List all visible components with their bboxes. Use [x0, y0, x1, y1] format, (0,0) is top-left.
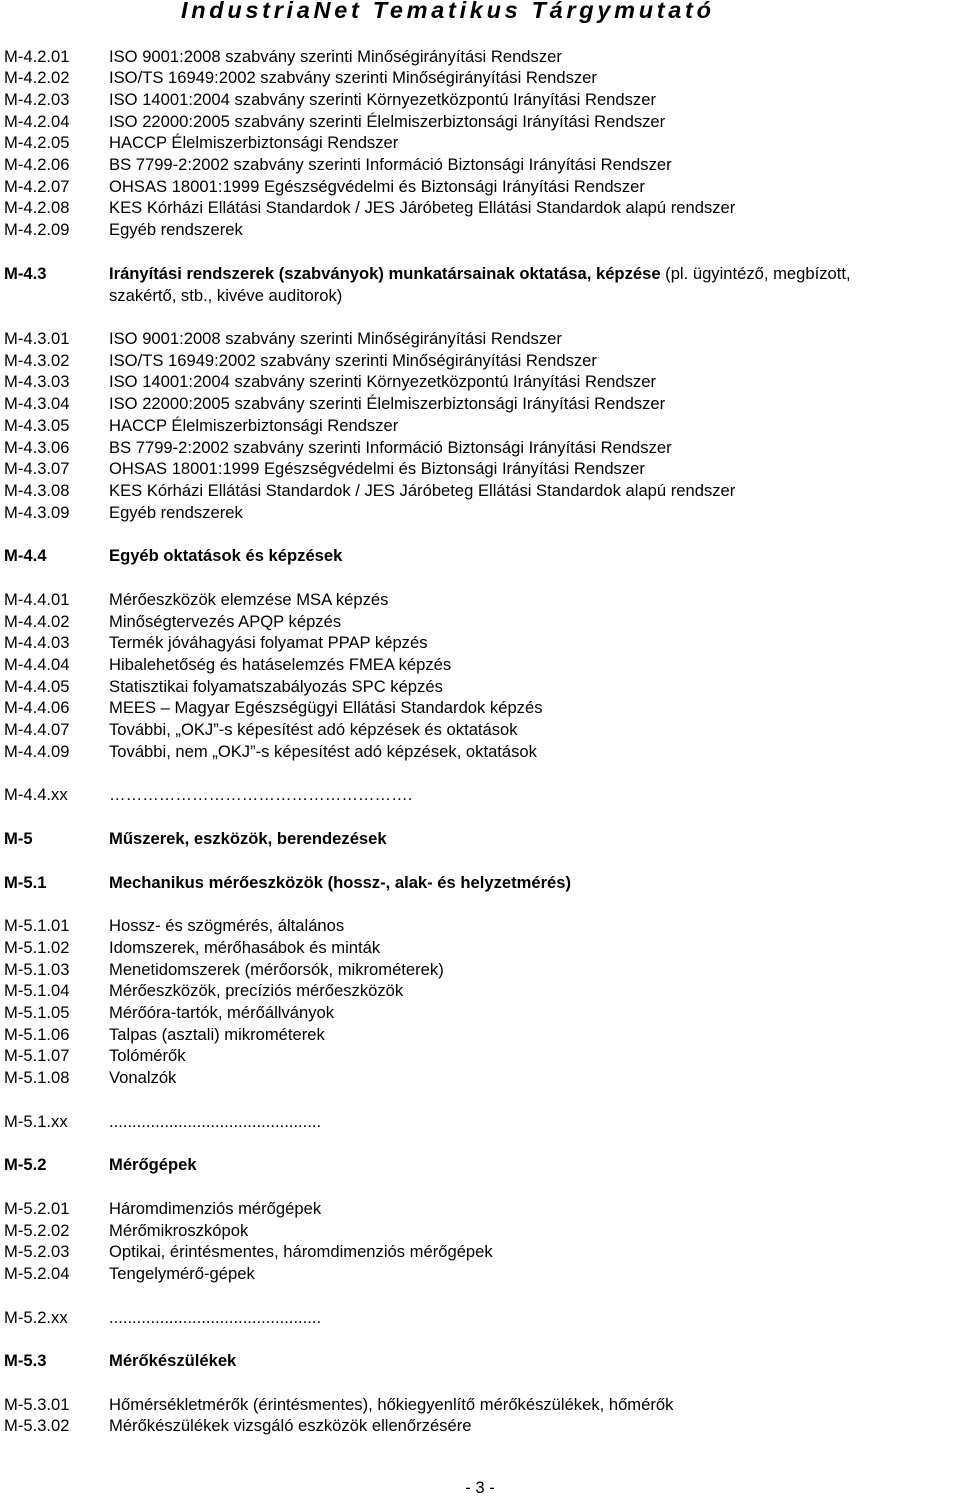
entry-text: ISO/TS 16949:2002 szabvány szerinti Minőségirányítási Rendszer — [109, 350, 597, 370]
entry-description — [109, 937, 380, 959]
entry-text: Egyéb rendszerek — [109, 220, 243, 240]
entry-code: M-4.3.08 — [4, 480, 70, 500]
entry-text: BS 7799-2:2002 szabvány szerinti Információ Biztonsági Irányítási Rendszer — [109, 155, 672, 174]
entry-code: M-4.4.07 — [4, 720, 70, 739]
entry-description — [109, 154, 672, 176]
entry-description — [109, 176, 645, 198]
entry-description — [109, 632, 428, 654]
entry-text: BS 7799-2:2002 szabvány szerinti Információ Biztonsági Irányítási Rendszer — [109, 437, 672, 457]
entry-text: Vonalzók — [109, 1068, 177, 1087]
entry-code: M-5.1.05 — [4, 1002, 70, 1022]
entry-description — [109, 458, 645, 480]
entry-text: OHSAS 18001:1999 Egészségvédelmi és Biztonsági Irányítási Rendszer — [109, 176, 645, 196]
entry-text: Irányítási rendszerek (szabványok) munkatársainak oktatása, képzése — [109, 263, 661, 283]
entry-code: M-5.1 — [4, 872, 47, 892]
entry-code: M-5.3 — [4, 1351, 47, 1371]
entry-description — [109, 784, 412, 806]
entry-text: ISO 14001:2004 szabvány szerinti Környezetközpontú Irányítási Rendszer — [109, 89, 656, 109]
entry-description — [109, 415, 398, 437]
entry-description — [109, 828, 387, 850]
entry-code: M-5.1.08 — [4, 1068, 70, 1087]
entry-text: Műszerek, eszközök, berendezések — [109, 828, 387, 848]
entry-code: M-4.2.02 — [4, 68, 70, 88]
entry-code: M-4.4.xx — [4, 785, 68, 805]
entry-description — [109, 437, 672, 459]
entry-text-note: (pl. ügyintéző, megbízott, — [660, 263, 851, 283]
entry-code: M-4.3.02 — [4, 350, 70, 370]
entry-text: HACCP Élelmiszerbiztonsági Rendszer — [109, 415, 399, 435]
entry-code: M-5.2.02 — [4, 1220, 70, 1240]
entry-code: M-5.1.07 — [4, 1046, 70, 1066]
entry-text: Mérőeszközök elemzése MSA képzés — [109, 589, 389, 609]
entry-description — [109, 589, 388, 611]
entry-code: M-4.4.04 — [4, 654, 70, 674]
entry-code: M-4.3.01 — [4, 329, 70, 348]
entry-text: .............................................. — [109, 1111, 322, 1131]
entry-description — [109, 741, 537, 763]
entry-text-continued: szakértő, stb., kivéve auditorok) — [109, 285, 343, 305]
entry-code: M-5.1.01 — [4, 916, 70, 936]
entry-code: M-5.1.03 — [4, 959, 70, 979]
entry-description — [109, 219, 243, 241]
entry-description — [109, 1002, 334, 1024]
entry-code: M-4.4.03 — [4, 633, 70, 653]
entry-code: M-4.3 — [4, 263, 47, 283]
entry-code: M-4.4.09 — [4, 741, 70, 761]
entry-text: Mérőkészülékek vizsgáló eszközök ellenőrzésére — [109, 1416, 472, 1436]
entry-code: M-5.2.xx — [4, 1307, 68, 1327]
entry-text: Tengelymérő-gépek — [109, 1263, 255, 1283]
entry-text: ISO 22000:2005 szabvány szerinti Élelmiszerbiztonsági Irányítási Rendszer — [109, 111, 666, 131]
entry-text: Termék jóváhagyási folyamat PPAP képzés — [109, 633, 428, 653]
entry-description — [109, 1415, 471, 1437]
entry-code: M-5.2.04 — [4, 1263, 70, 1283]
entry-description — [109, 654, 451, 676]
entry-code: M-4.2.03 — [4, 89, 70, 109]
page-number: - 3 - — [465, 1478, 495, 1497]
entry-code: M-5.1.02 — [4, 937, 70, 957]
entry-description — [109, 915, 344, 937]
entry-description — [109, 1198, 321, 1220]
entry-description — [109, 263, 851, 307]
entry-code: M-4.3.09 — [4, 502, 70, 522]
entry-description — [109, 328, 562, 350]
entry-code: M-4.2.08 — [4, 198, 70, 218]
entry-description — [109, 959, 444, 981]
entry-text: Egyéb rendszerek — [109, 502, 243, 522]
entry-description — [109, 46, 562, 68]
entry-code: M-4.3.03 — [4, 372, 70, 392]
entry-description — [109, 545, 342, 567]
entry-code: M-5.3.01 — [4, 1394, 70, 1414]
entry-text: Mérőeszközök, precíziós mérőeszközök — [109, 981, 404, 1001]
entry-code: M-4.2.05 — [4, 133, 70, 153]
entry-description — [109, 1111, 321, 1133]
entry-text: OHSAS 18001:1999 Egészségvédelmi és Biztonsági Irányítási Rendszer — [109, 459, 645, 479]
entry-text: Háromdimenziós mérőgépek — [109, 1198, 322, 1218]
entry-text: Hibalehetőség és hatáselemzés FMEA képzés — [109, 654, 452, 674]
entry-code: M-5.1.04 — [4, 981, 70, 1001]
entry-code: M-4.4.05 — [4, 676, 70, 696]
entry-code: M-4.2.06 — [4, 155, 70, 174]
entry-code: M-4.4.01 — [4, 589, 70, 609]
entry-description — [109, 350, 597, 372]
entry-text: Mérőmikroszkópok — [109, 1220, 249, 1240]
entry-text: Hőmérsékletmérők (érintésmentes), hőkiegyenlítő mérőkészülékek, hőmérők — [109, 1394, 674, 1414]
entry-code: M-4.2.04 — [4, 111, 70, 131]
entry-description — [109, 67, 597, 89]
entry-code: M-5.1.06 — [4, 1024, 70, 1044]
entry-text: ISO 9001:2008 szabvány szerinti Minőségirányítási Rendszer — [109, 329, 562, 348]
entry-text: Idomszerek, mérőhasábok és minták — [109, 937, 381, 957]
entry-text: Minőségtervezés APQP képzés — [109, 611, 342, 631]
entry-text: MEES – Magyar Egészségügyi Ellátási Standardok képzés — [109, 698, 543, 718]
entry-code: M-4.4.02 — [4, 611, 70, 631]
entry-description — [109, 393, 665, 415]
entry-description — [109, 371, 656, 393]
entry-description — [109, 502, 243, 524]
entry-text: Talpas (asztali) mikrométerek — [109, 1024, 325, 1044]
entry-description — [109, 1263, 255, 1285]
entry-description — [109, 480, 735, 502]
entry-code: M-4.2.07 — [4, 176, 70, 196]
entry-code: M-5.3.02 — [4, 1416, 70, 1436]
entry-code: M-4.2.09 — [4, 220, 70, 240]
entry-description — [109, 676, 443, 698]
entry-code: M-5.1.xx — [4, 1111, 68, 1131]
entry-text: Tolómérők — [109, 1046, 186, 1066]
entry-description — [109, 1067, 176, 1089]
entry-text: ISO/TS 16949:2002 szabvány szerinti Minőségirányítási Rendszer — [109, 68, 597, 88]
entry-code: M-4.3.04 — [4, 394, 70, 414]
entry-text: Mérőóra-tartók, mérőállványok — [109, 1002, 335, 1022]
entry-text: Menetidomszerek (mérőorsók, mikrométerek) — [109, 959, 444, 979]
entry-text: További, nem „OKJ”-s képesítést adó képzések, oktatások — [109, 741, 537, 761]
entry-text: További, „OKJ”-s képesítést adó képzések és oktatások — [109, 720, 518, 739]
entry-text: Mérőkészülékek — [109, 1351, 237, 1371]
entry-text: .............................................. — [109, 1307, 322, 1327]
entry-code: M-4.2.01 — [4, 46, 70, 66]
entry-text: KES Kórházi Ellátási Standardok / JES Járóbeteg Ellátási Standardok alapú rendszer — [109, 198, 736, 218]
entry-text: ISO 14001:2004 szabvány szerinti Környezetközpontú Irányítási Rendszer — [109, 372, 656, 392]
entry-text: ………………………………………………. — [109, 785, 413, 805]
entry-code: M-5.2.03 — [4, 1242, 70, 1262]
entry-description — [109, 1307, 321, 1329]
entry-description — [109, 1024, 325, 1046]
entry-code: M-5.2.01 — [4, 1198, 70, 1218]
entry-description — [109, 872, 571, 894]
entry-code: M-4.3.07 — [4, 459, 70, 479]
entry-text: Egyéb oktatások és képzések — [109, 546, 343, 566]
entry-text: Mechanikus mérőeszközök (hossz-, alak- és helyzetmérés) — [109, 872, 572, 892]
entry-text: ISO 22000:2005 szabvány szerinti Élelmiszerbiztonsági Irányítási Rendszer — [109, 394, 666, 414]
entry-description — [109, 697, 543, 719]
entry-text: Optikai, érintésmentes, háromdimenziós mérőgépek — [109, 1242, 493, 1262]
entry-text: Hossz- és szögmérés, általános — [109, 916, 345, 936]
page-header-title: IndustriaNet Tematikus Tárgymutató — [181, 0, 715, 23]
entry-description — [109, 132, 398, 154]
entry-description — [109, 1241, 493, 1263]
entry-description — [109, 1350, 236, 1372]
entry-code: M-4.3.05 — [4, 415, 70, 435]
entry-code: M-5.2 — [4, 1155, 47, 1175]
entry-description — [109, 980, 403, 1002]
entry-text: Mérőgépek — [109, 1155, 197, 1175]
entry-code: M-4.3.06 — [4, 437, 70, 457]
entry-description — [109, 1154, 197, 1176]
entry-description — [109, 197, 735, 219]
entry-description — [109, 611, 341, 633]
entry-text: HACCP Élelmiszerbiztonsági Rendszer — [109, 133, 399, 153]
entry-description — [109, 111, 665, 133]
entry-description — [109, 1394, 673, 1416]
entry-text: Statisztikai folyamatszabályozás SPC képzés — [109, 676, 443, 696]
entry-code: M-4.4 — [4, 546, 47, 566]
entry-text: ISO 9001:2008 szabvány szerinti Minőségirányítási Rendszer — [109, 46, 562, 66]
entry-code: M-4.4.06 — [4, 698, 70, 718]
entry-description — [109, 89, 656, 111]
entry-code: M-5 — [4, 828, 33, 848]
entry-description — [109, 1220, 248, 1242]
entry-description — [109, 1045, 186, 1067]
entry-text: KES Kórházi Ellátási Standardok / JES Járóbeteg Ellátási Standardok alapú rendszer — [109, 480, 736, 500]
entry-description — [109, 719, 518, 741]
